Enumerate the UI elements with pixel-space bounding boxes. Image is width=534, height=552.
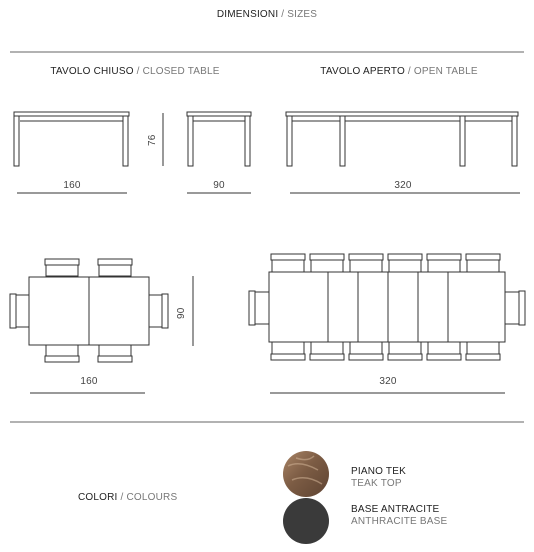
closed-length-label: 160 — [63, 180, 81, 191]
open-table-label-sep: / — [404, 66, 414, 77]
closed-table-side-view — [187, 112, 251, 166]
open-length-label: 320 — [394, 180, 412, 191]
closed-table-front-view — [14, 112, 129, 166]
open-table-label-sub: OPEN TABLE — [413, 66, 478, 77]
plan-open-length-label: 320 — [379, 376, 397, 387]
colours-label-sub: COLOURS — [126, 492, 178, 503]
closed-table-label-main: TAVOLO CHIUSO — [50, 66, 134, 77]
height-label: 76 — [147, 134, 158, 146]
anthracite-swatch-icon — [283, 498, 329, 544]
colour-subtitle: ANTHRACITE BASE — [351, 516, 448, 527]
colour-name: BASE ANTRACITE — [351, 504, 440, 515]
colour-name: PIANO TEK — [351, 466, 406, 477]
title-sep: / — [278, 9, 288, 20]
colours-label — [78, 492, 177, 503]
closed-table-plan-view — [10, 259, 168, 362]
colour-item-anthracite — [351, 504, 447, 528]
colours-label-sep: / — [117, 492, 127, 503]
colours-label-main: COLORI — [78, 492, 118, 503]
title-main: DIMENSIONI — [216, 9, 279, 20]
open-table-plan-view — [249, 254, 525, 360]
title-sub: SIZES — [287, 9, 318, 20]
open-table-label-main: TAVOLO APERTO — [320, 66, 405, 77]
closed-table-label-sub: CLOSED TABLE — [142, 66, 220, 77]
open-table-front-view — [286, 112, 518, 166]
plan-width-label: 90 — [176, 307, 187, 319]
teak-swatch-icon — [283, 451, 329, 497]
plan-closed-length-label: 160 — [80, 376, 98, 387]
closed-table-label-sep: / — [133, 66, 143, 77]
closed-width-label: 90 — [213, 180, 225, 191]
colour-subtitle: TEAK TOP — [351, 478, 402, 489]
colour-item-teak — [351, 466, 406, 490]
